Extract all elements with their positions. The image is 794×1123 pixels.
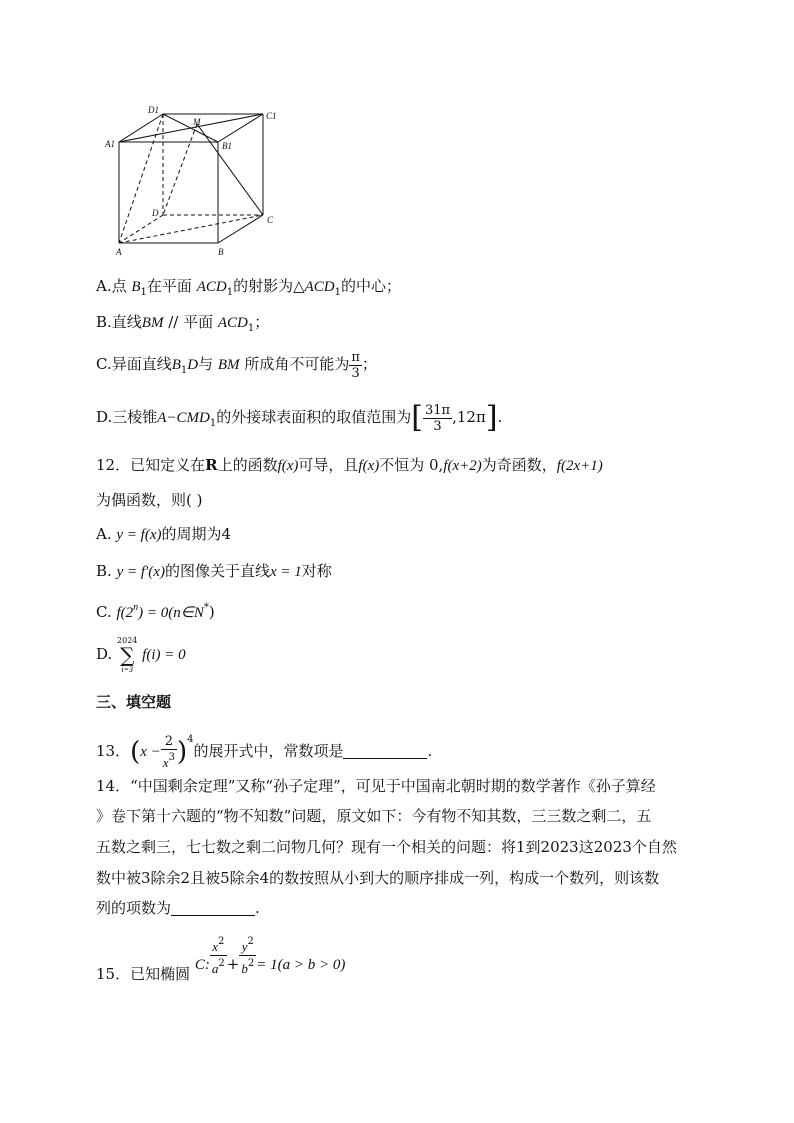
summation: 2024 ∑ i=3 [117,636,138,674]
hidden-segment-MD [163,124,197,215]
edge-CB [218,215,263,243]
q15: 15．已知椭圆 C: $\frac{x^2}{a^2}$ + $\frac{y^2}{b^2}$ = 1(a > b > 0) [96,936,346,983]
fraction-y2-over-b2: $\frac{y^2}{b^2}$ [241,936,255,976]
fraction-31pi-over-3: $\frac{31\pi}{3}$ [425,402,451,434]
q14-line3: 五数之剩三，七七数之剩二问物几何？现有一个相关的问题：将1到2023这2023个自然 [96,838,677,856]
label-D1: D1 [148,105,159,115]
answer-blank-13[interactable] [343,744,427,759]
segment-MC [197,124,263,215]
hidden-segment-D1A [119,114,163,243]
label-B: B [218,247,224,257]
q14-line1: 14．“中国剩余定理”又称“孙子定理”，可见于中国南北朝时期的数学著作《孙子算经 [96,777,656,795]
fraction-2-over-x3: $\frac{2}{x^3}$ [162,733,175,770]
label-C1: C1 [266,111,277,121]
fraction-pi-over-3: $\frac{\pi}{3}$ [351,349,360,381]
label-C: C [267,215,274,225]
cube-figure [100,100,300,260]
label-A1: A1 [105,139,115,149]
q14-line5: 列的项数为 . [96,899,260,917]
label-M: M [193,117,201,127]
left-bracket: [ [411,400,423,435]
q12-option-a: A. y = f(x)的周期为4 [96,525,232,543]
label-B1: B1 [222,141,232,151]
q11-option-d: D.三棱锥$A-CMD_1$的外接球表面积的取值范围为[ $\frac{31\pi}{3}$ ,12π]. [96,400,503,435]
q12-stem-line2: 为偶函数，则( ) [96,491,203,509]
q14-line4: 数中被3除余2且被5除余4的数按照从小到大的顺序排成一列，构成一个数列，则该数 [96,869,660,887]
q11-option-c: C.异面直线$B_1D$与 BM 所成角不可能为 $\frac{\pi}{3}$ ； [96,349,377,381]
q11-option-a: A.点 $B_1$在平面 $ACD_1$的射影为$\triangle ACD_1$的中心； [96,277,402,298]
right-bracket: ] [485,400,498,435]
fraction-x2-over-a2: $\frac{x^2}{a^2}$ [211,936,225,976]
section-heading-fill-in: 三、填空题 [96,693,172,711]
q12-stem-line1: 12．已知定义在R上的函数f(x)可导，且f(x)不恒为 0,f(x+2)为奇函数，f(2x+1) [96,456,603,474]
q12-option-c: C. $f(2^n)$ = 0(n∈N*) [96,602,215,621]
q11-option-b: B.直线BM // 平面 $ACD_1$； [96,313,270,334]
answer-blank-14[interactable] [171,901,255,916]
q12-option-d: D. 2024 ∑ i=3 f(i) = 0 [96,636,186,674]
q12-option-b: B. y = f′(x)的图像关于直线x = 1对称 [96,562,332,580]
q14-line2: 》卷下第十六题的“物不知数”问题，原文如下：今有物不知其数，三三数之剩二，五 [96,807,652,825]
label-D: D [152,208,159,218]
label-A: A [116,247,122,257]
q13: 13．(x − $\frac{2}{x^3}$ )$^4$的展开式中，常数项是 . [96,733,433,770]
